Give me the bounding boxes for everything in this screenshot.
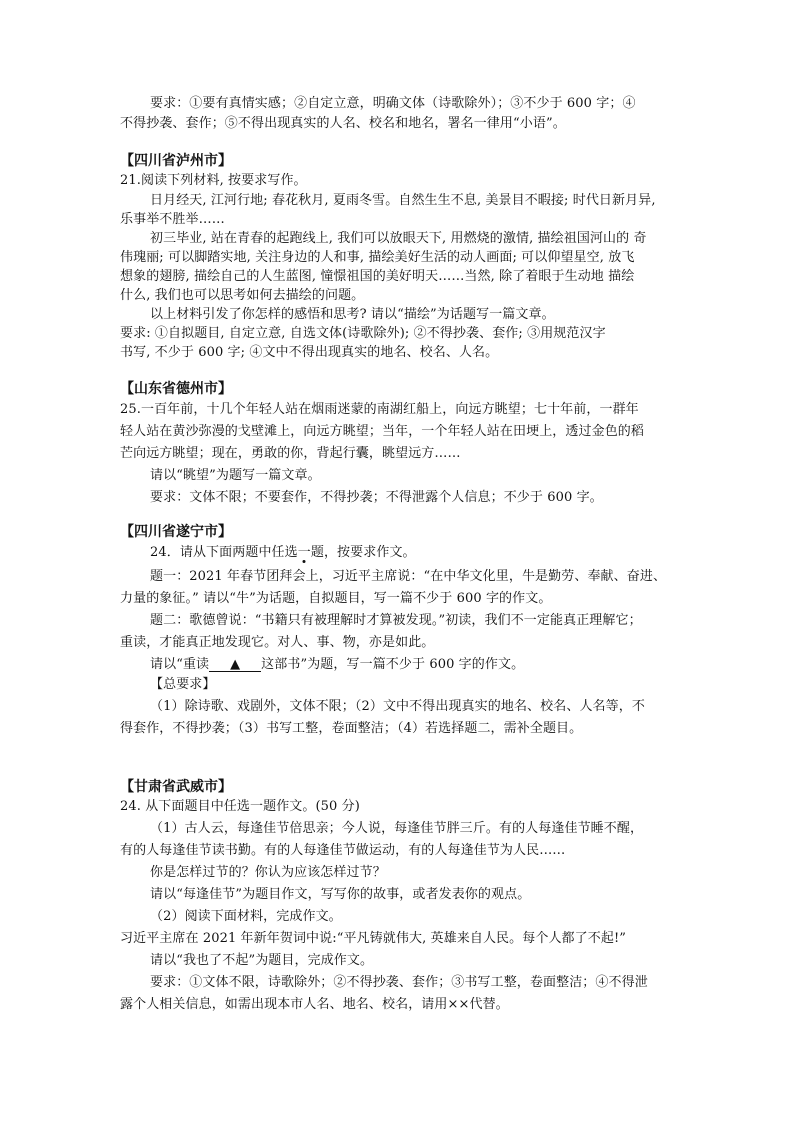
suining-question-part-1: 24．请从下面两题中任选 <box>150 545 298 560</box>
dezhou-line-4: 请以“眺望”为题写一篇文章。 <box>150 468 321 483</box>
suining-question <box>150 543 680 562</box>
luzhou-line-9: 书写, 不少于 600 字; ④文中不得出现真实的地名、校名、人名。 <box>120 345 499 360</box>
suining-line-5 <box>150 655 680 674</box>
wuwei-line-8: 要求：①文体不限，诗歌除外；②不得抄袭、套作；③书写工整，卷面整洁；④不得泄 <box>150 975 648 990</box>
suining-line-1: 题一：2021 年春节团拜会上，习近平主席说：“在中华文化里，牛是勤劳、奉献、奋进、 <box>150 569 667 584</box>
suining-total-requirement-label: 【总要求】 <box>150 677 216 692</box>
luzhou-line-3: 初三毕业, 站在青春的起跑线上, 我们可以放眼天下, 用燃烧的激情, 描绘祖国河山的 奇 <box>150 231 647 246</box>
section-heading-suining: 【四川省遂宁市】 <box>120 524 232 540</box>
section-heading-dezhou: 【山东省德州市】 <box>120 381 232 397</box>
emphasis-char: 一 <box>297 545 311 560</box>
section-heading-luzhou: 【四川省泸州市】 <box>120 153 232 169</box>
luzhou-line-5: 想象的翅膀, 描绘自己的人生蓝图, 憧憬祖国的美好明天……当然, 除了着眼于生动地 描绘 <box>120 269 635 284</box>
wuwei-line-7: 请以“我也了不起”为题目，完成作文。 <box>150 953 374 968</box>
emphasis-dot-char <box>298 543 311 562</box>
luzhou-line-7: 以上材料引发了你怎样的感悟和思考? 请以“描绘”为话题写一篇文章。 <box>150 307 555 322</box>
dezhou-line-2: 轻人站在黄沙弥漫的戈壁滩上，向远方眺望；当年，一个年轻人站在田埂上，透过金色的稻 <box>120 424 645 439</box>
emphasis-dot-icon <box>303 560 306 563</box>
wuwei-line-5: （2）阅读下面材料，完成作文。 <box>150 909 342 924</box>
wuwei-line-4: 请以“每逢佳节”为题目作文，写写你的故事，或者发表你的观点。 <box>150 887 531 902</box>
luzhou-line-6: 什么, 我们也可以思考如何去描绘的问题。 <box>120 288 365 303</box>
wuwei-line-1: （1）古人云，每逢佳节倍思亲；今人说，每逢佳节胖三斤。有的人每逢佳节睡不醒， <box>150 821 644 836</box>
suining-line-5-part-1: 请以“重读 <box>150 657 210 672</box>
section-heading-wuwei: 【甘肃省武威市】 <box>120 779 232 795</box>
suining-line-7: （1）除诗歌、戏剧外，文体不限；（2）文中不得出现真实的地名、校名、人名等，不 <box>150 699 645 714</box>
intro-requirement-line-2: 不得抄袭、套作；⑤不得出现真实的人名、校名和地名，署名一律用“小语”。 <box>120 116 566 131</box>
wuwei-question: 24. 从下面题目中任选一题作文。(50 分) <box>120 799 360 814</box>
luzhou-line-2: 乐事举不胜举…… <box>120 212 225 227</box>
dezhou-line-1: 25.一百年前，十几个年轻人站在烟雨迷蒙的南湖红船上，向远方眺望；七十年前，一群年 <box>120 402 639 417</box>
fill-in-blank: ▲ <box>209 655 261 672</box>
suining-line-8: 得套作，不得抄袭；（3）书写工整，卷面整洁；（4）若选择题二，需补全题目。 <box>120 721 583 736</box>
suining-line-3: 题二：歌德曾说：“书籍只有被理解时才算被发现。”初读，我们不一定能真正理解它； <box>150 613 642 628</box>
suining-line-4: 重读，才能真正地发现它。对人、事、物，亦是如此。 <box>120 635 435 650</box>
luzhou-question: 21.阅读下列材料, 按要求写作。 <box>120 173 307 188</box>
wuwei-line-9: 露个人相关信息，如需出现本市人名、地名、校名，请用××代替。 <box>120 997 509 1012</box>
wuwei-line-2: 有的人每逢佳节读书勤。有的人每逢佳节做运动，有的人每逢佳节为人民…… <box>120 843 566 858</box>
dezhou-line-5: 要求：文体不限；不要套作，不得抄袭；不得泄露个人信息；不少于 600 字。 <box>150 490 603 505</box>
dezhou-line-3: 芒向远方眺望；现在，勇敢的你，背起行囊，眺望远方…… <box>120 446 461 461</box>
luzhou-line-4: 伟瑰丽; 可以脚踏实地, 关注身边的人和事, 描绘美好生活的动人画面; 可以仰望星空, 放飞 <box>120 250 635 265</box>
luzhou-line-8: 要求: ①自拟题目, 自定立意, 自选文体(诗歌除外); ②不得抄袭、套作; ③用规范汉字 <box>120 326 606 341</box>
suining-line-5-part-2: 这部书”为题，写一篇不少于 600 字的作文。 <box>261 657 525 672</box>
intro-requirement-line-1: 要求：①要有真情实感；②自定立意，明确文体（诗歌除外）；③不少于 600 字；④ <box>150 96 636 111</box>
wuwei-line-6: 习近平主席在 2021 年新年贺词中说:“平凡铸就伟大, 英雄来自人民。每个人都了不起!” <box>120 931 627 946</box>
suining-question-part-2: 题，按要求作文。 <box>310 545 416 560</box>
luzhou-line-1: 日月经天, 江河行地; 春花秋月, 夏雨冬雪。自然生生不息, 美景目不暇接; 时代日新月异, <box>150 193 656 208</box>
wuwei-line-3: 你是怎样过节的？你认为应该怎样过节？ <box>150 865 386 880</box>
suining-line-2: 力量的象征。” 请以“牛”为话题，自拟题目，写一篇不少于 600 字的作文。 <box>120 591 552 606</box>
